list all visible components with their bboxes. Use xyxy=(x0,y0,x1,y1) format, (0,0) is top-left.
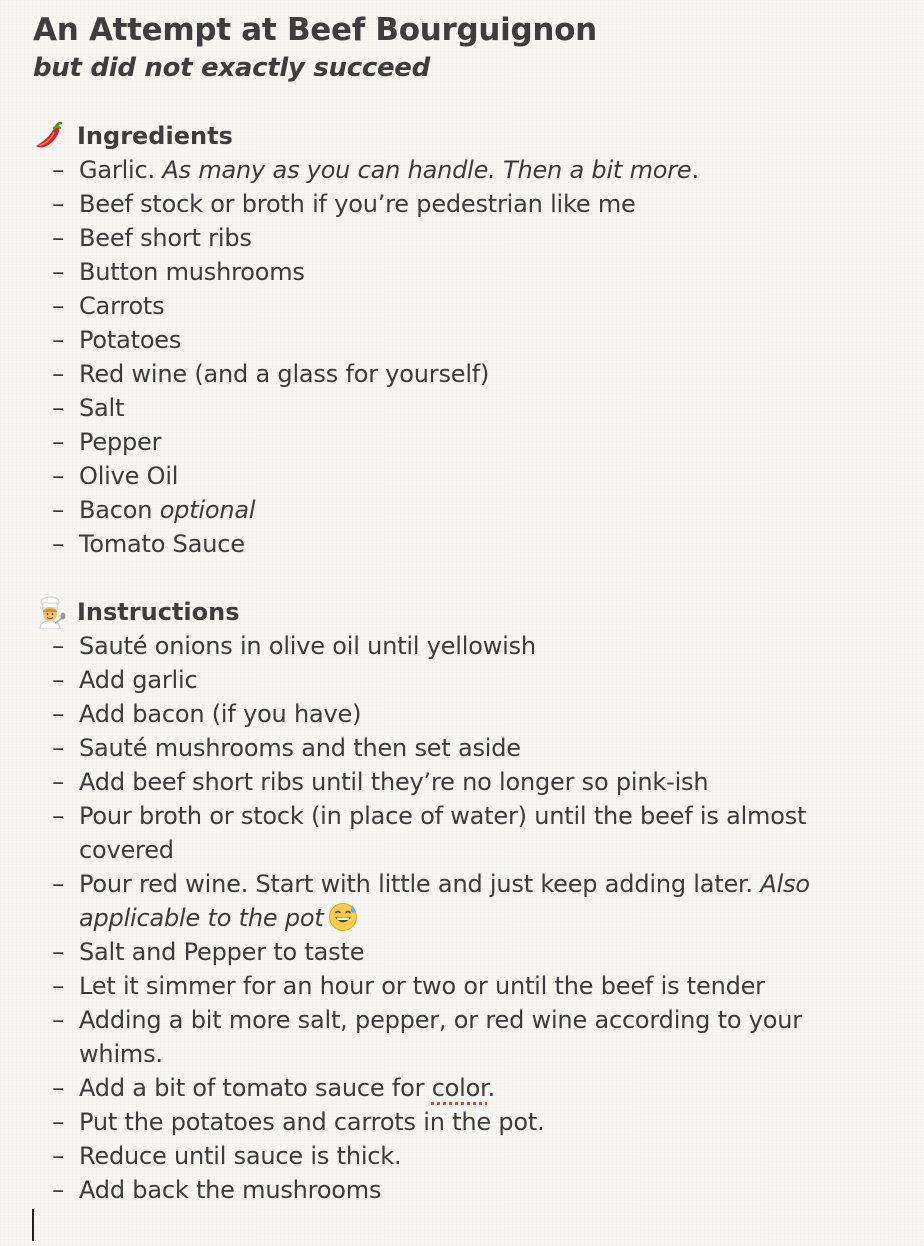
list-item[interactable] xyxy=(0,765,839,799)
list-dash: – xyxy=(52,666,64,694)
list-dash: – xyxy=(52,802,64,830)
ingredients-list xyxy=(0,153,839,561)
list-item[interactable] xyxy=(0,323,839,357)
item-text-tail: . xyxy=(691,156,699,184)
item-text: Button mushrooms xyxy=(79,258,305,286)
list-item[interactable] xyxy=(0,1105,839,1139)
item-text: Carrots xyxy=(79,292,165,320)
note-title[interactable]: An Attempt at Beef Bourguignon xyxy=(33,12,597,48)
list-dash: – xyxy=(52,190,64,218)
list-item[interactable] xyxy=(0,799,839,867)
ingredients-heading-label: Ingredients xyxy=(77,122,233,150)
list-item[interactable] xyxy=(0,867,839,935)
list-dash: – xyxy=(52,1142,64,1170)
list-item[interactable] xyxy=(0,357,839,391)
chili-pepper-icon xyxy=(33,119,67,153)
list-dash: – xyxy=(52,530,64,558)
list-item[interactable] xyxy=(0,731,839,765)
list-item[interactable] xyxy=(0,1003,839,1071)
list-dash: – xyxy=(52,1176,64,1204)
item-text: Red wine (and a glass for yourself) xyxy=(79,360,490,388)
list-item[interactable] xyxy=(0,289,839,323)
list-item[interactable] xyxy=(0,153,839,187)
item-text: Add bacon (if you have) xyxy=(79,700,362,728)
list-dash: – xyxy=(52,1108,64,1136)
list-item[interactable] xyxy=(0,697,839,731)
item-text-tail: . xyxy=(487,1074,496,1102)
item-text: Olive Oil xyxy=(79,462,179,490)
list-item[interactable] xyxy=(0,391,839,425)
item-text: Salt xyxy=(79,394,125,422)
list-dash: – xyxy=(52,462,64,490)
item-text: Potatoes xyxy=(79,326,182,354)
list-item[interactable] xyxy=(0,425,839,459)
list-item[interactable] xyxy=(0,1173,839,1207)
list-dash: – xyxy=(52,394,64,422)
instructions-heading-label: Instructions xyxy=(77,598,240,626)
cook-icon xyxy=(33,595,67,629)
list-item[interactable] xyxy=(0,493,839,527)
item-text: Pepper xyxy=(79,428,162,456)
list-dash: – xyxy=(52,632,64,660)
list-item[interactable] xyxy=(0,629,839,663)
list-dash: – xyxy=(52,428,64,456)
list-dash: – xyxy=(52,938,64,966)
item-text: Let it simmer for an hour or two or until the beef is tender xyxy=(79,972,765,1000)
item-text: Add a bit of tomato sauce for xyxy=(79,1074,432,1102)
item-emphasis: optional xyxy=(159,496,256,524)
list-item[interactable] xyxy=(0,969,839,1003)
item-text: Add back the mushrooms xyxy=(79,1176,382,1204)
item-text: Adding a bit more salt, pepper, or red wine according to your whims. xyxy=(79,1006,802,1068)
instructions-heading[interactable] xyxy=(33,595,239,629)
list-item[interactable] xyxy=(0,663,839,697)
item-text: Salt and Pepper to taste xyxy=(79,938,365,966)
list-dash: – xyxy=(52,258,64,286)
item-emphasis: As many as you can handle. Then a bit more xyxy=(162,156,692,184)
list-dash: – xyxy=(52,326,64,354)
list-item[interactable] xyxy=(0,1139,839,1173)
list-dash: – xyxy=(52,292,64,320)
list-item[interactable] xyxy=(0,255,839,289)
list-dash: – xyxy=(52,360,64,388)
list-item[interactable] xyxy=(0,221,839,255)
item-text: Tomato Sauce xyxy=(79,530,245,558)
item-text: Beef short ribs xyxy=(79,224,252,252)
list-dash: – xyxy=(52,870,64,898)
item-text: Reduce until sauce is thick. xyxy=(79,1142,402,1170)
item-text: Sauté mushrooms and then set aside xyxy=(79,734,521,762)
list-item[interactable] xyxy=(0,1071,839,1105)
item-text: Beef stock or broth if you’re pedestrian like me xyxy=(79,190,636,218)
list-dash: – xyxy=(52,496,64,524)
instructions-list xyxy=(0,629,839,1207)
item-text: Add beef short ribs until they’re no longer so pink-ish xyxy=(79,768,709,796)
item-text: Pour broth or stock (in place of water) until the beef is almost covered xyxy=(79,802,807,864)
list-dash: – xyxy=(52,1074,64,1102)
spellcheck-flagged-word[interactable]: color xyxy=(431,1074,488,1102)
list-dash: – xyxy=(52,972,64,1000)
list-dash: – xyxy=(52,156,64,184)
list-item[interactable] xyxy=(0,527,839,561)
item-text: Bacon xyxy=(79,496,160,524)
list-dash: – xyxy=(52,224,64,252)
item-text: Sauté onions in olive oil until yellowish xyxy=(79,632,536,660)
item-text: Garlic. xyxy=(79,156,163,184)
list-dash: – xyxy=(52,700,64,728)
grinning-sweat-emoji-icon xyxy=(328,902,358,932)
item-text: Add garlic xyxy=(79,666,198,694)
ingredients-heading[interactable] xyxy=(33,119,233,153)
text-cursor xyxy=(32,1209,34,1241)
item-text: Put the potatoes and carrots in the pot. xyxy=(79,1108,545,1136)
note-subtitle[interactable]: but did not exactly succeed xyxy=(33,53,430,83)
item-emphasis: Also applicable to the pot xyxy=(79,870,810,932)
list-dash: – xyxy=(52,768,64,796)
list-dash: – xyxy=(52,1006,64,1034)
list-item[interactable] xyxy=(0,459,839,493)
item-text: Pour red wine. Start with little and just keep adding later. xyxy=(79,870,761,898)
list-item[interactable] xyxy=(0,187,839,221)
list-item[interactable] xyxy=(0,935,839,969)
list-dash: – xyxy=(52,734,64,762)
